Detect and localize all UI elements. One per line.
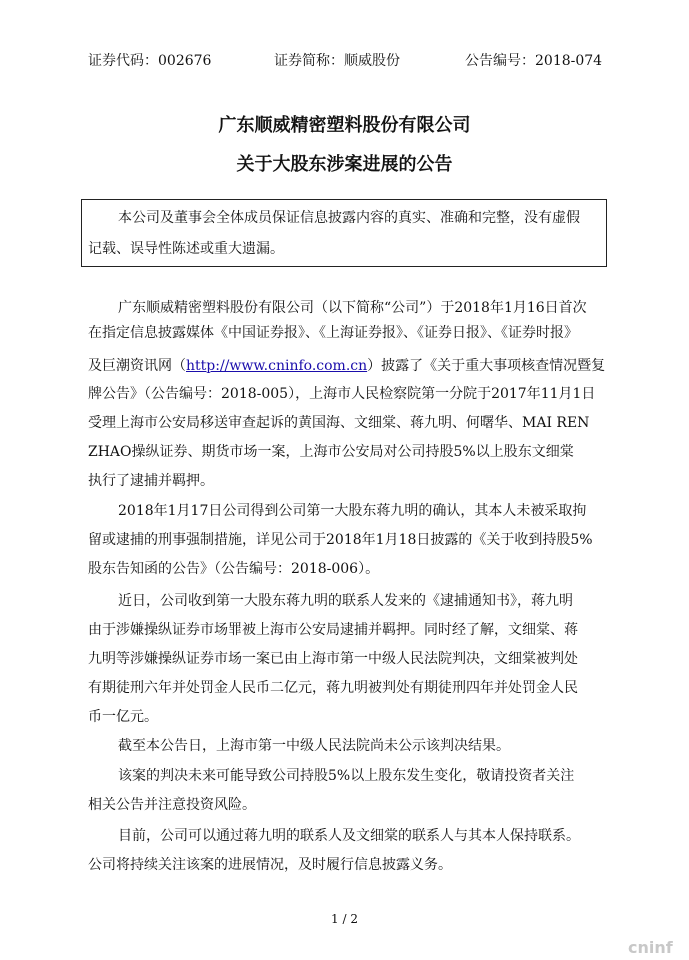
paragraph-6-line-1: 目前，公司可以通过蒋九明的联系人及文细棠的联系人与其本人保持联系。 xyxy=(118,828,580,844)
paragraph-2-line-2: 留或逮捕的刑事强制措施，详见公司于2018年1月18日披露的《关于收到持股5% xyxy=(88,532,593,548)
paragraph-3-line-5: 币一亿元。 xyxy=(88,709,158,725)
paragraph-1-line-7: 执行了逮捕并羁押。 xyxy=(88,473,214,489)
company-title: 广东顺威精密塑料股份有限公司 xyxy=(218,115,471,136)
paragraph-3-line-2: 由于涉嫌操纵证券市场罪被上海市公安局逮捕并羁押。同时经了解，文细棠、蒋 xyxy=(88,622,578,638)
cninfo-link[interactable]: http://www.cninfo.com.cn xyxy=(186,358,368,374)
paragraph-1-line-3-prefix: 及巨潮资讯网（ xyxy=(88,358,186,374)
cninfo-watermark: cninf xyxy=(628,938,673,957)
paragraph-1-line-6: ZHAO操纵证券、期货市场一案，上海市公安局对公司持股5%以上股东文细棠 xyxy=(88,444,574,460)
paragraph-3-line-4: 有期徒刑六年并处罚金人民币二亿元，蒋九明被判处有期徒刑四年并处罚金人民 xyxy=(88,680,578,696)
paragraph-1-line-3-suffix: ）披露了《关于重大事项核查情况暨复 xyxy=(367,358,606,374)
security-code: 证券代码：002676 xyxy=(88,53,212,69)
paragraph-1-line-1: 广东顺威精密塑料股份有限公司（以下简称“公司”）于2018年1月16日首次 xyxy=(118,300,587,316)
paragraph-2-line-3: 股东告知函的公告》（公告编号：2018-006）。 xyxy=(88,561,380,577)
announcement-number: 公告编号：2018-074 xyxy=(465,53,603,69)
paragraph-1-line-2: 在指定信息披露媒体《中国证券报》、《上海证券报》、《证券日报》、《证券时报》 xyxy=(88,325,578,341)
paragraph-4-line-1: 截至本公告日，上海市第一中级人民法院尚未公示该判决结果。 xyxy=(118,738,510,754)
paragraph-1-line-3 xyxy=(88,356,605,376)
announcement-title: 关于大股东涉案进展的公告 xyxy=(236,154,453,175)
paragraph-3-line-1: 近日，公司收到第一大股东蒋九明的联系人发来的《逮捕通知书》，蒋九明 xyxy=(118,593,573,609)
paragraph-2-line-1: 2018年1月17日公司得到公司第一大股东蒋九明的确认，其本人未被采取拘 xyxy=(118,503,587,519)
paragraph-1-line-4: 牌公告》（公告编号：2018-005），上海市人民检察院第一分院于2017年11月1日 xyxy=(88,386,596,402)
paragraph-1-line-5: 受理上海市公安局移送审查起诉的黄国海、文细棠、蒋九明、何曙华、MAI REN xyxy=(88,415,590,431)
page-number: 1 / 2 xyxy=(331,912,358,926)
paragraph-5-line-2: 相关公告并注意投资风险。 xyxy=(88,797,256,813)
paragraph-6-line-2: 公司将持续关注该案的进展情况，及时履行信息披露义务。 xyxy=(88,857,452,873)
paragraph-3-line-3: 九明等涉嫌操纵证券市场一案已由上海市第一中级人民法院判决，文细棠被判处 xyxy=(88,651,578,667)
disclaimer-line-1: 本公司及董事会全体成员保证信息披露内容的真实、准确和完整，没有虚假 xyxy=(118,210,580,226)
paragraph-5-line-1: 该案的判决未来可能导致公司持股5%以上股东发生变化，敬请投资者关注 xyxy=(118,768,575,784)
security-short-name: 证券简称：顺威股份 xyxy=(274,53,400,69)
disclaimer-line-2: 记载、误导性陈述或重大遗漏。 xyxy=(88,241,284,257)
